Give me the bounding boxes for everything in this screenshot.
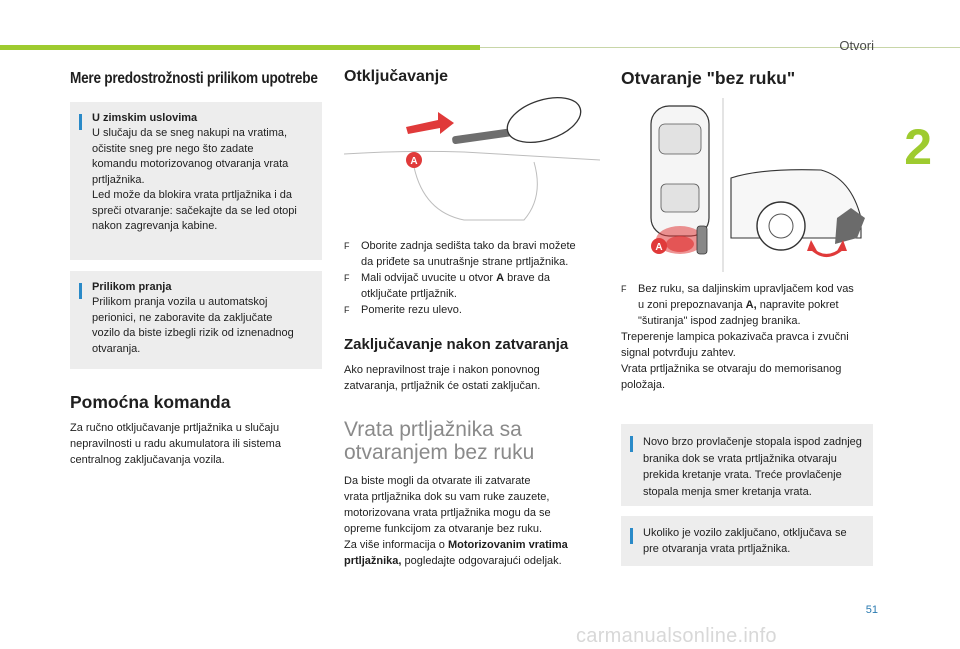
aux-control-text [70,420,330,468]
handsfree-line: Da biste mogli da otvarate ili zatvarate [344,475,531,487]
watermark-text: carmanualsonline.info [576,625,777,647]
washing-note-line: Prilikom pranja vozila u automatskoj [92,296,268,308]
kick-repeat-line: stopala menja smer kretanja vrata. [643,485,812,498]
confirmation-line: Vrata prtljažnika se otvaraju do memorisanog [621,363,842,375]
winter-note-line: prtljažnika. [92,173,145,186]
step-line: Oborite zadnja sedišta tako da bravi možete [361,240,576,252]
trunk-edge-line [344,151,600,160]
kick-repeat-line: Novo brzo provlačenje stopala ispod zadnjeg [643,436,862,448]
kick-repeat-line: prekida kretanje vrata. Treće provlačenje [643,469,842,481]
header-rule [480,47,960,48]
handsfree-heading [344,418,534,464]
confirmation-line: položaja. [621,379,666,391]
handsfree-text [344,473,600,569]
step-line: Bez ruku, sa daljinskim upravljačem kod vas [638,283,854,295]
bullet-marker-icon: F [344,305,350,315]
step-line: "šutiranja" ispod zadnjeg branika. [638,315,801,327]
washing-note-line: vozilo da biste izbegli rizik od iznenadnog [92,327,294,339]
info-marker-icon [79,114,82,130]
winter-note-title: U zimskim uslovima [92,112,198,124]
handsfree-heading-line: Vrata prtljažnika sa [344,418,522,441]
section-label: Otvori [839,38,874,53]
header-accent-bar [0,45,480,50]
label-a-text: A [410,156,418,167]
chapter-number: 2 [904,119,932,175]
screwdriver-handle [502,92,587,151]
remote-key-icon [697,226,707,254]
car-rear-window [661,184,699,212]
step-item [344,238,600,270]
step-line: u zoni prepoznavanja A, napravite pokret [638,299,839,311]
confirmation-line: Treperenje lampica pokazivača pravca i zvučni [621,331,849,343]
direction-arrow-icon [406,112,454,134]
kick-repeat-note-box [621,424,873,506]
lock-outline [414,162,537,220]
rear-wheel [757,202,805,250]
handsfree-illustration [621,98,873,272]
winter-note-line: U slučaju da se sneg nakupi na vratima, [92,127,288,139]
winter-note-line: očistite sneg pre nego što zadate [92,142,254,155]
detection-zone-core [666,236,694,252]
aux-control-line: Za ručno otključavanje prtljažnika u slučaju [70,422,280,434]
confirmation-line: signal potvrđuju zahtev. [621,347,736,359]
arrowhead-left-icon [807,240,817,251]
step-line: Mali odvijač uvucite u otvor A brave da [361,272,550,284]
locking-line: Ako nepravilnost traje i nakon ponovnog [344,364,540,376]
washing-note-title: Prilikom pranja [92,281,172,293]
washing-note-line: perionici, ne zaboravite da zaključate [92,311,273,324]
locked-note-line: pre otvaranja vrata prtljažnika. [643,543,791,555]
step-ref-a: A [496,272,505,284]
locked-note-box [621,516,873,566]
precautions-heading: Mere predostrožnosti prilikom upotrebe [70,70,318,87]
more-info-link: prtljažnika, [344,555,402,567]
step-line: da priđete sa unutrašnje strane prtljažnika. [361,256,569,268]
more-info-line: prtljažnika, pogledajte odgovarajući odeljak. [344,555,562,567]
unlocking-illustration [344,92,600,222]
winter-note-line: spreči otvaranje: sačekajte da se led otopi [92,204,297,217]
locked-note-line: Ukoliko je vozilo zaključano, otključava se [643,527,847,539]
locking-text [344,362,600,394]
handsfree-line: vrata prtljažnika dok su vam ruke zauzete, [344,491,550,503]
step-item [621,281,876,329]
step-line: Pomerite rezu ulevo. [361,304,462,316]
handsfree-line: motorizovana vrata prtljažnika mogu da se [344,507,551,519]
info-marker-icon [79,283,82,299]
info-marker-icon [630,436,633,452]
aux-control-heading: Pomoćna komanda [70,392,231,412]
bullet-marker-icon: F [621,284,627,294]
winter-note-line: komandu motorizovanog otvaranja vrata [92,158,289,170]
aux-control-line: nepravilnosti u radu akumulatora ili sistema [70,438,281,450]
washing-note-box [70,271,322,369]
info-marker-icon [630,528,633,544]
unlocking-steps [344,238,600,318]
car-windshield [659,124,701,154]
locking-line: zatvaranja, prtljažnik će ostati zaključan. [344,380,541,392]
more-info-line: Za više informacija o Motorizovanim vratima [344,539,568,551]
handsfree-opening-heading: Otvaranje "bez ruku" [621,68,796,88]
winter-note-box [70,102,322,260]
label-a-text: A [655,242,663,253]
winter-note-line: nakon zagrevanja kabine. [92,220,218,232]
kick-repeat-line: branika dok se vrata prtljažnika otvaraju [643,452,837,465]
washing-note-line: otvaranja. [92,342,141,355]
step-item [344,302,600,318]
unlocking-heading: Otključavanje [344,68,449,85]
step-ref-a: A, [745,299,757,311]
handsfree-line: opreme funkcijom za otvaranje bez ruku. [344,523,543,535]
bullet-marker-icon: F [344,241,350,251]
page-number: 51 [865,604,878,616]
aux-control-line: centralnog zaključavanja vozila. [70,454,225,466]
bullet-marker-icon: F [344,273,350,283]
step-line: otključate prtljažnik. [361,288,457,300]
locking-heading: Zaključavanje nakon zatvaranja [344,336,569,353]
step-item [344,270,600,302]
more-info-link: Motorizovanim vratima [447,539,568,551]
winter-note-line: Led može da blokira vrata prtljažnika i da [92,189,292,201]
handsfree-steps [621,281,876,393]
handsfree-heading-line: otvaranjem bez ruku [344,441,535,464]
